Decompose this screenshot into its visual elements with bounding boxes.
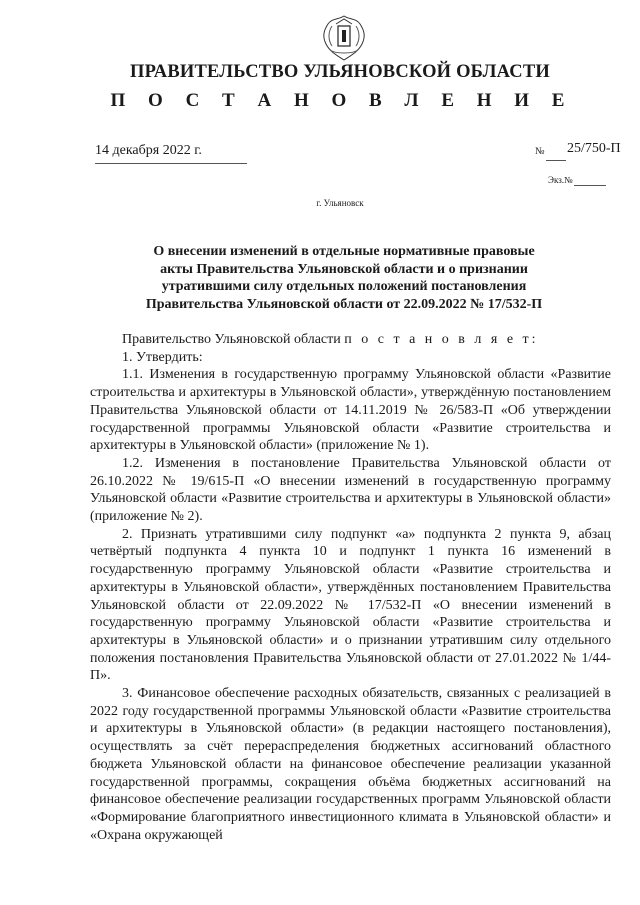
- paragraph-3: 3. Финансовое обеспечение расходных обязательств, связанных с реализацией в 2022 году государственной программы Ульяновской области «Развитие строительства и архитектуры в Ульяновской области» (в редакции настоящего постановления), осуществлять за счёт перераспределения бюджетных ассигнований областного бюджета Ульяновской области на финансовое обеспечение реализации указанной государственной программы, сокращения объёма бюджетных ассигнований на финансовое обеспечение реализации государственных программ Ульяновской области «Формирование благоприятного инвестиционного климата в Ульяновской области» и «Охрана окружающей: [90, 686, 611, 843]
- heading-line: акты Правительства Ульяновской области и о признании: [160, 261, 528, 277]
- document-type: П О С Т А Н О В Л Е Н И Е: [110, 90, 574, 111]
- document-heading: [110, 243, 578, 313]
- document-number: 25/750-П: [567, 141, 621, 156]
- date-underline: [95, 163, 247, 164]
- paragraph-1: 1. Утвердить:: [122, 349, 203, 365]
- paragraph-2: 2. Признать утратившими силу подпункт «а» подпункта 2 пункта 9, абзац четвёртый подпункта 4 пункта 10 и подпункт 1 пункта 16 изменений в государственную программу Ульяновской области «Развитие строительства и архитектуры в Ульяновской области», утверждённых постановлением Правительства Ульяновской области от 22.09.2022 № 17/532-П «О внесении изменений в государственную программу Ульяновской области «Развитие строительства и архитектуры в Ульяновской области» и о признании утратившим силу отдельного положения постановления Правительства Ульяновской области от 27.01.2022 № 1/44-П».: [90, 526, 611, 684]
- heading-line: Правительства Ульяновской области от 22.09.2022 № 17/532-П: [145, 296, 543, 312]
- number-underline: [546, 160, 566, 161]
- number-sign: №: [535, 146, 545, 157]
- city: г. Ульяновск: [316, 198, 364, 208]
- copy-number-line: [574, 185, 606, 186]
- intro-paragraph: [90, 331, 611, 349]
- paragraph-1-2: 1.2. Изменения в постановление Правительства Ульяновской области от 26.10.2022 № 19/615-П «О внесении изменений в государственную программу Ульяновской области «Развитие строительства и архитектуры в Ульяновской области» (приложение № 2).: [90, 455, 611, 525]
- coat-of-arms-icon: [318, 14, 370, 62]
- document-body: [90, 331, 611, 844]
- copy-number-label: Экз.№: [548, 175, 573, 185]
- heading-line: О внесении изменений в отдельные нормативные правовые: [153, 244, 535, 259]
- document-date: 14 декабря 2022 г.: [95, 143, 202, 158]
- intro-verb: п о с т а н о в л я е т:: [344, 332, 539, 347]
- intro-subject: Правительство Ульяновской области: [122, 332, 341, 347]
- paragraph-1-1: 1.1. Изменения в государственную программу Ульяновской области «Развитие строительства и архитектуры в Ульяновской области», утверждённую постановлением Правительства Ульяновской области от 14.11.2019 № 26/583-П «Об утверждении государственной программы Ульяновской области «Развитие строительства и архитектуры в Ульяновской области» (приложение № 1).: [90, 367, 611, 454]
- heading-line: утратившими силу отдельных положений постановления: [161, 279, 527, 294]
- government-title: ПРАВИТЕЛЬСТВО УЛЬЯНОВСКОЙ ОБЛАСТИ: [130, 62, 550, 82]
